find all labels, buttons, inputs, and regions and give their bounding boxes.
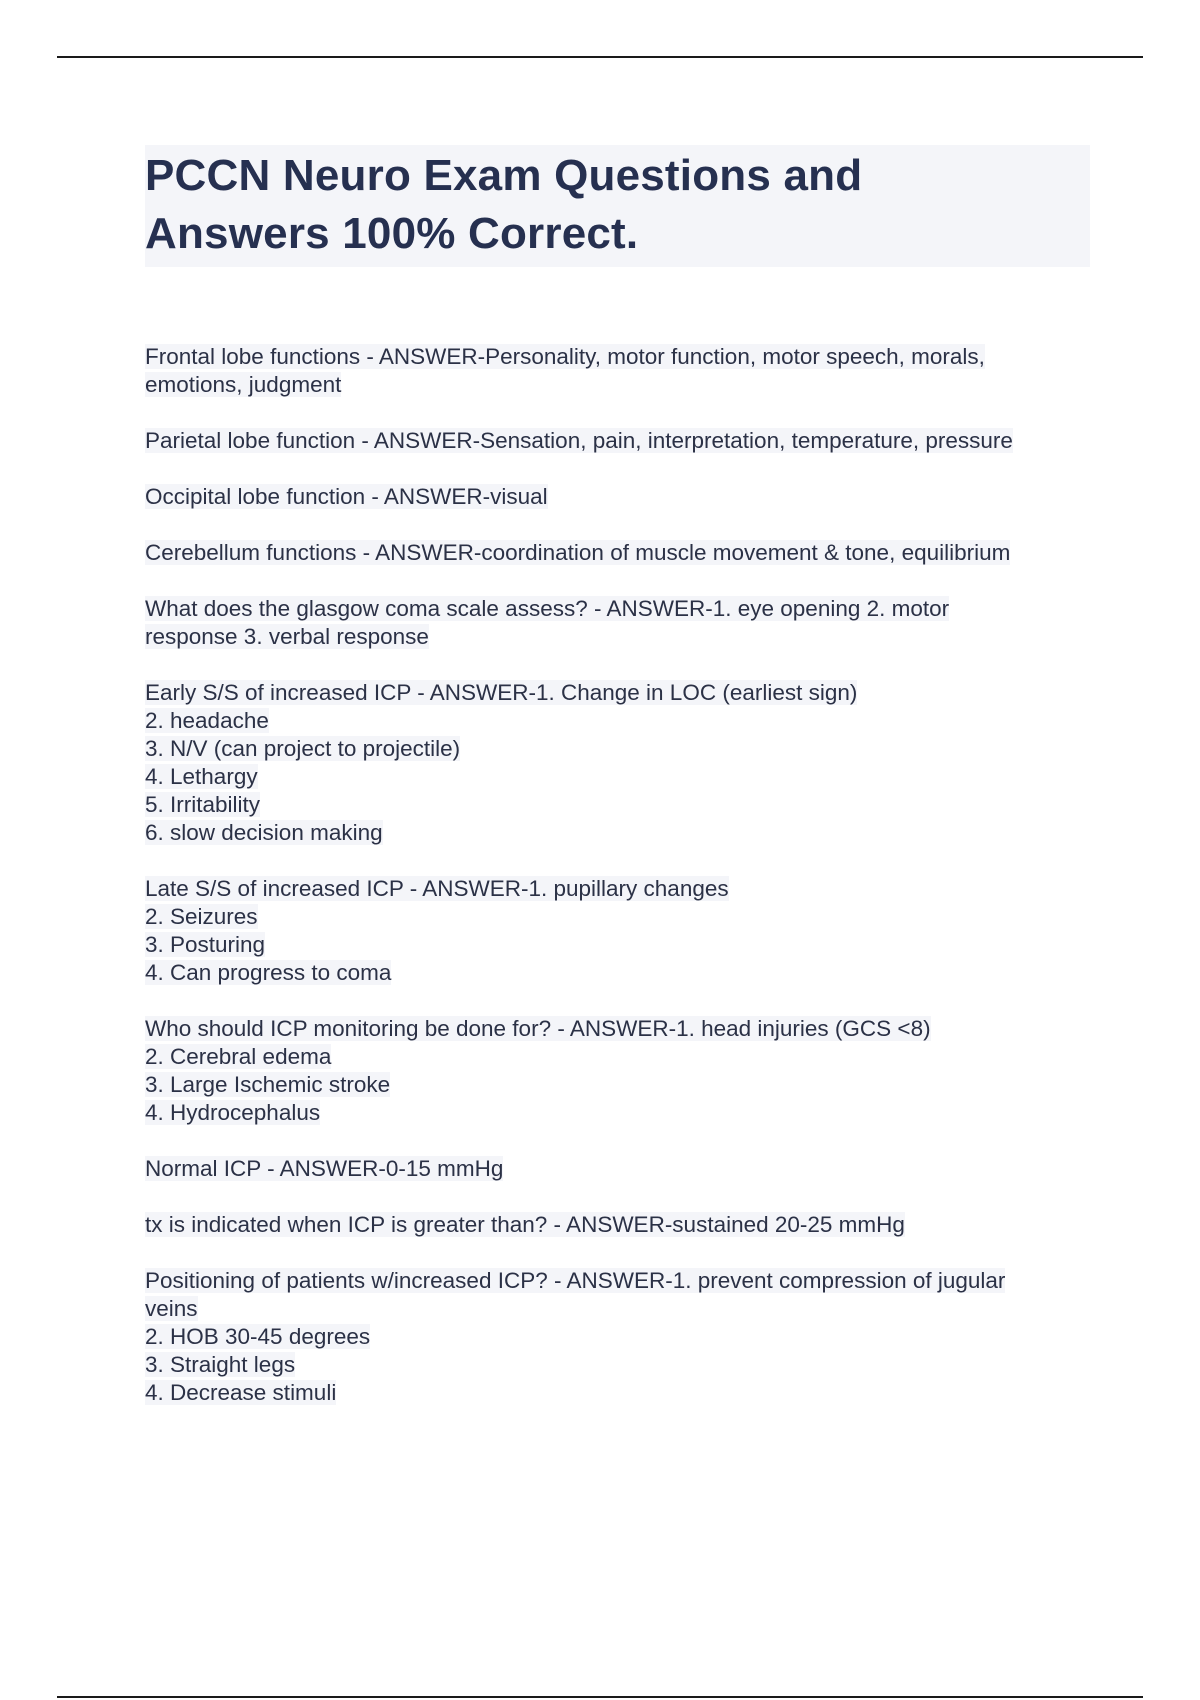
qa-line [145, 483, 1090, 511]
qa-line-text: 4. Decrease stimuli [145, 1380, 337, 1405]
qa-line [145, 1015, 1090, 1043]
qa-line-text: 4. Hydrocephalus [145, 1100, 321, 1125]
qa-list [145, 343, 1090, 1407]
qa-line-text: Who should ICP monitoring be done for? - ANSWER-1. head injuries (GCS <8) [145, 1016, 931, 1041]
qa-line [145, 539, 1090, 567]
qa-line [145, 1323, 1090, 1351]
qa-line-text: Frontal lobe functions - ANSWER-Personality, motor function, motor speech, morals, [145, 344, 985, 369]
title-line-1: PCCN Neuro Exam Questions and [145, 151, 863, 200]
qa-line-text: Cerebellum functions - ANSWER-coordination of muscle movement & tone, equilibrium [145, 540, 1011, 565]
qa-item [145, 679, 1090, 847]
top-rule [57, 56, 1143, 58]
qa-item [145, 1267, 1090, 1407]
qa-line [145, 595, 1090, 623]
qa-line-text: Normal ICP - ANSWER-0-15 mmHg [145, 1156, 504, 1181]
qa-line [145, 931, 1090, 959]
qa-item [145, 1155, 1090, 1183]
qa-line [145, 1043, 1090, 1071]
qa-line-text: 3. Large Ischemic stroke [145, 1072, 391, 1097]
qa-line [145, 623, 1090, 651]
qa-item [145, 875, 1090, 987]
qa-line-text: 2. Seizures [145, 904, 258, 929]
qa-line [145, 819, 1090, 847]
title-line-2: Answers 100% Correct. [145, 209, 639, 258]
qa-line-text: 4. Lethargy [145, 764, 258, 789]
qa-line-text: 5. Irritability [145, 792, 261, 817]
qa-line-text: 3. Straight legs [145, 1352, 296, 1377]
qa-line [145, 1071, 1090, 1099]
title-block [145, 145, 1090, 267]
qa-item [145, 427, 1090, 455]
qa-line [145, 903, 1090, 931]
qa-item [145, 343, 1090, 399]
qa-line [145, 1099, 1090, 1127]
document-body [145, 145, 1090, 1435]
qa-line-text: tx is indicated when ICP is greater than? - ANSWER-sustained 20-25 mmHg [145, 1212, 905, 1237]
qa-line [145, 791, 1090, 819]
qa-line-text: response 3. verbal response [145, 624, 429, 649]
qa-item [145, 595, 1090, 651]
qa-line [145, 343, 1090, 371]
qa-line [145, 763, 1090, 791]
qa-line-text: 2. HOB 30-45 degrees [145, 1324, 371, 1349]
qa-line-text: 3. Posturing [145, 932, 266, 957]
qa-line [145, 1267, 1090, 1295]
document-title [145, 147, 1090, 263]
qa-line-text: Occipital lobe function - ANSWER-visual [145, 484, 548, 509]
qa-line-text: 2. Cerebral edema [145, 1044, 332, 1069]
qa-item [145, 1211, 1090, 1239]
qa-line-text: Early S/S of increased ICP - ANSWER-1. Change in LOC (earliest sign) [145, 680, 858, 705]
qa-item [145, 539, 1090, 567]
qa-line [145, 959, 1090, 987]
qa-line-text: What does the glasgow coma scale assess? - ANSWER-1. eye opening 2. motor [145, 596, 950, 621]
qa-line-text: 2. headache [145, 708, 269, 733]
qa-item [145, 483, 1090, 511]
qa-line-text: Parietal lobe function - ANSWER-Sensation, pain, interpretation, temperature, pressure [145, 428, 1013, 453]
bottom-rule [57, 1696, 1143, 1698]
qa-line [145, 427, 1090, 455]
qa-line [145, 371, 1090, 399]
qa-line [145, 1379, 1090, 1407]
qa-line [145, 707, 1090, 735]
qa-line-text: Late S/S of increased ICP - ANSWER-1. pupillary changes [145, 876, 729, 901]
qa-item [145, 1015, 1090, 1127]
qa-line [145, 679, 1090, 707]
qa-line [145, 1295, 1090, 1323]
qa-line-text: 3. N/V (can project to projectile) [145, 736, 461, 761]
qa-line-text: 4. Can progress to coma [145, 960, 392, 985]
qa-line [145, 735, 1090, 763]
qa-line-text: emotions, judgment [145, 372, 342, 397]
qa-line-text: veins [145, 1296, 198, 1321]
qa-line [145, 1155, 1090, 1183]
qa-line [145, 1211, 1090, 1239]
qa-line-text: Positioning of patients w/increased ICP? - ANSWER-1. prevent compression of jugular [145, 1268, 1006, 1293]
qa-line-text: 6. slow decision making [145, 820, 383, 845]
qa-line [145, 875, 1090, 903]
qa-line [145, 1351, 1090, 1379]
